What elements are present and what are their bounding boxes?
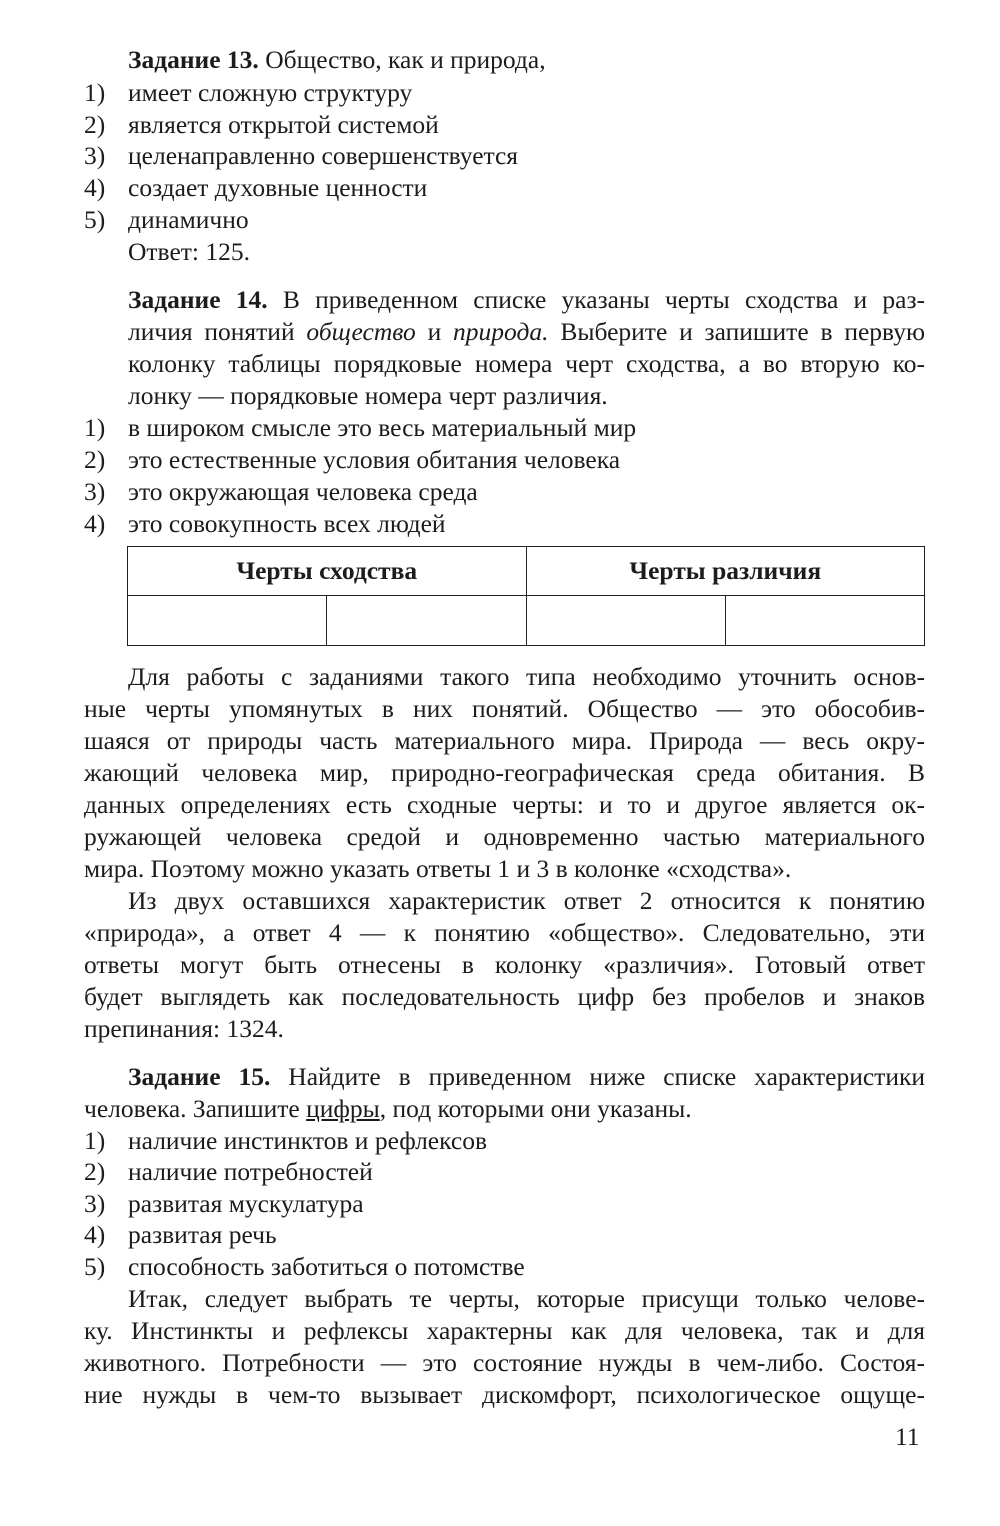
option-number: 4) <box>84 1220 106 1249</box>
answer-cell[interactable] <box>128 596 327 646</box>
option-text: это совокупность всех людей <box>128 509 446 538</box>
option-number: 1) <box>84 1126 106 1155</box>
option-text: развитая мускулатура <box>128 1189 364 1218</box>
paragraph-line: ку. Инстинкты и рефлексы характерны как для человека, так и для <box>84 1316 925 1345</box>
option-text: динамично <box>128 205 249 234</box>
paragraph-line: Для работы с заданиями такого типа необходимо уточнить основ- <box>128 662 925 691</box>
italic-term-society: общество <box>306 317 416 346</box>
task14-label: Задание 14. <box>128 285 268 314</box>
option-number: 2) <box>84 1157 106 1186</box>
option-text: является открытой системой <box>128 110 439 139</box>
option-number: 5) <box>84 1252 106 1281</box>
text-run: личия понятий <box>128 317 307 346</box>
paragraph-line: ние нужды в чем-то вызывает дискомфорт, психологическое ощуще- <box>84 1380 925 1409</box>
answer-cell[interactable] <box>526 596 725 646</box>
option-number: 1) <box>84 78 106 107</box>
task15-line2 <box>84 1093 925 1125</box>
option-text: имеет сложную структуру <box>128 78 413 107</box>
paragraph-line: данных определениях есть сходные черты: и то и другое является ок- <box>84 790 925 819</box>
table-row <box>128 596 925 646</box>
paragraph-line: жающий человека мир, природно-географическая среда обитания. В <box>84 758 925 787</box>
answer-cell[interactable] <box>327 596 526 646</box>
paragraph-line: Итак, следует выбрать те черты, которые присущи только челове- <box>128 1284 925 1313</box>
option-number: 3) <box>84 1189 106 1218</box>
answer-table <box>127 546 925 646</box>
option-number: 2) <box>84 110 106 139</box>
task13-answer: Ответ: 125. <box>128 237 250 266</box>
task14-line3: колонку таблицы порядковые номера черт сходства, а во вторую ко- <box>128 349 925 378</box>
option-number: 2) <box>84 445 106 474</box>
option-number: 3) <box>84 477 106 506</box>
task13-text: Общество, как и природа, <box>258 45 546 74</box>
paragraph-line: будет выглядеть как последовательность цифр без пробелов и знаков <box>84 982 925 1011</box>
task15-heading <box>128 1061 925 1093</box>
option-text: развитая речь <box>128 1220 277 1249</box>
paragraph-line: ответы могут быть отнесены в колонку «различия». Готовый ответ <box>84 950 925 979</box>
option-text: способность заботиться о потомстве <box>128 1252 525 1281</box>
text-run: , под которыми они указаны. <box>379 1094 692 1123</box>
text-run: Выберите и запишите в первую <box>548 317 926 346</box>
paragraph-line: препинания: 1324. <box>84 1014 284 1043</box>
option-number: 4) <box>84 509 106 538</box>
option-text: создает духовные ценности <box>128 173 428 202</box>
option-text: целенаправленно совершенствуется <box>128 141 519 170</box>
paragraph-line: мира. Поэтому можно указать ответы 1 и 3 в колонке «сходства». <box>84 854 792 883</box>
italic-term-nature: природа. <box>453 317 549 346</box>
option-text: наличие потребностей <box>128 1157 373 1186</box>
option-text: это окружающая человека среда <box>128 477 478 506</box>
option-number: 5) <box>84 205 106 234</box>
paragraph-line: животного. Потребности — это состояние нужды в чем-либо. Состоя- <box>84 1348 925 1377</box>
option-text: наличие инстинктов и рефлексов <box>128 1126 487 1155</box>
paragraph-line: ружающей человека средой и одновременно частью материального <box>84 822 925 851</box>
task14-line1: В приведенном списке указаны черты сходства и раз- <box>267 285 926 314</box>
task15-line1: Найдите в приведенном ниже списке характеристики <box>270 1062 926 1091</box>
option-text: в широком смысле это весь материальный мир <box>128 413 637 442</box>
underlined-word: цифры <box>306 1094 380 1123</box>
task14-line2 <box>128 316 925 348</box>
table-header-row <box>128 547 925 596</box>
task15-label: Задание 15. <box>128 1062 271 1091</box>
paragraph-line: «природа», а ответ 4 — к понятию «общество». Следовательно, эти <box>84 918 925 947</box>
task14-heading <box>128 284 925 316</box>
text-run: и <box>415 317 454 346</box>
paragraph-line: ные черты упомянутых в них понятий. Общество — это обособив- <box>84 694 925 723</box>
paragraph-line: шаяся от природы часть материального мира. Природа — весь окру- <box>84 726 925 755</box>
option-number: 4) <box>84 173 106 202</box>
paragraph-line: Из двух оставшихся характеристик ответ 2 относится к понятию <box>128 886 925 915</box>
header-differences: Черты различия <box>526 547 925 596</box>
answer-cell[interactable] <box>725 596 924 646</box>
task13-label: Задание 13. <box>128 45 259 74</box>
task14-line4: лонку — порядковые номера черт различия. <box>128 381 608 410</box>
option-number: 3) <box>84 141 106 170</box>
option-number: 1) <box>84 413 106 442</box>
page-number: 11 <box>895 1422 920 1451</box>
task13-heading <box>128 44 925 76</box>
text-run: человека. Запишите <box>84 1094 307 1123</box>
header-similarities: Черты сходства <box>128 547 527 596</box>
option-text: это естественные условия обитания человека <box>128 445 621 474</box>
